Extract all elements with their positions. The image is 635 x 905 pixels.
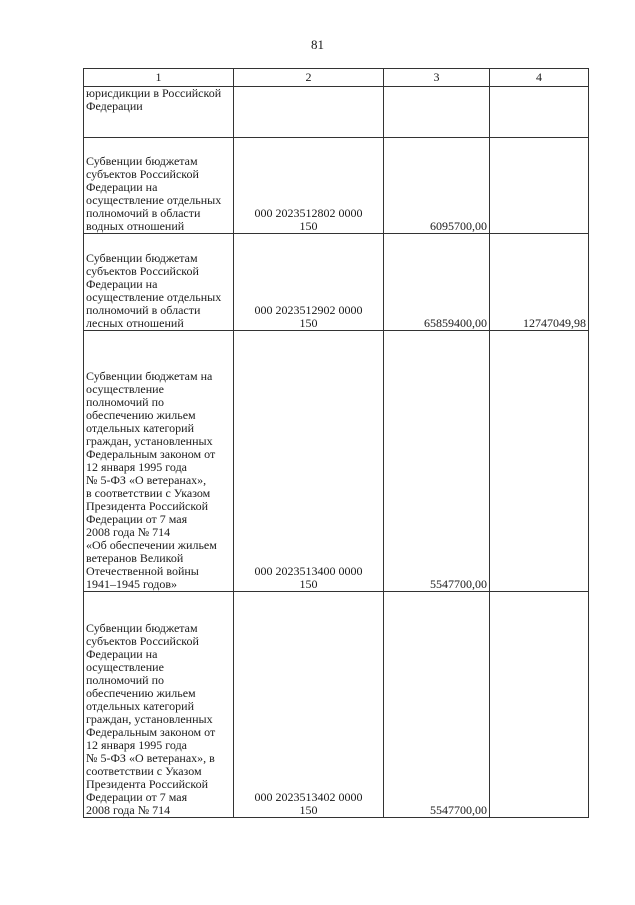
table-row: [84, 138, 589, 234]
row-amount-cell: [384, 87, 490, 138]
row-name-cell: Субвенции бюджетам субъектов Российской Федерации на осуществление отдельных полномочий в области водных отношений: [84, 138, 234, 234]
row-amount-cell: 6095700,00: [384, 138, 490, 234]
row-code-cell: 000 2023513400 0000 150: [234, 331, 384, 592]
row-amount-cell: 65859400,00: [384, 234, 490, 331]
row-amount-cell: 5547700,00: [384, 331, 490, 592]
column-header: 2: [234, 69, 384, 87]
row-name-cell: Субвенции бюджетам субъектов Российской Федерации на осуществление отдельных полномочий в области лесных отношений: [84, 234, 234, 331]
row-code-cell: 000 2023512802 0000 150: [234, 138, 384, 234]
row-code-cell: 000 2023512902 0000 150: [234, 234, 384, 331]
row-code-cell: 000 2023513402 0000 150: [234, 592, 384, 818]
row-amount-cell: [490, 331, 589, 592]
row-name-cell: Субвенции бюджетам на осуществление полномочий по обеспечению жильем отдельных категорий граждан, установленных Федеральным законом от 12 января 1995 года № 5-ФЗ «О ветеранах», в соответствии с Указом Президента Российской Федерации от 7 мая 2008 года № 714 «Об обеспечении жильем ветеранов Великой Отечественной войны 1941–1945 годов»: [84, 331, 234, 592]
table-row: [84, 87, 589, 138]
budget-table: [83, 68, 589, 818]
row-amount-cell: 12747049,98: [490, 234, 589, 331]
row-amount-cell: [490, 87, 589, 138]
row-code-cell: [234, 87, 384, 138]
table-row: [84, 234, 589, 331]
row-name-cell: юрисдикции в Российской Федерации: [84, 87, 234, 138]
page-number: 81: [311, 37, 324, 52]
table-row: [84, 592, 589, 818]
row-amount-cell: 5547700,00: [384, 592, 490, 818]
row-amount-cell: [490, 592, 589, 818]
table-row: [84, 331, 589, 592]
column-header: 4: [490, 69, 589, 87]
column-header: 1: [84, 69, 234, 87]
table-header-row: [84, 69, 589, 87]
row-amount-cell: [490, 138, 589, 234]
row-name-cell: Субвенции бюджетам субъектов Российской Федерации на осуществление полномочий по обеспечению жильем отдельных категорий граждан, установленных Федеральным законом от 12 января 1995 года № 5-ФЗ «О ветеранах», в соответствии с Указом Президента Российской Федерации от 7 мая 2008 года № 714: [84, 592, 234, 818]
column-header: 3: [384, 69, 490, 87]
